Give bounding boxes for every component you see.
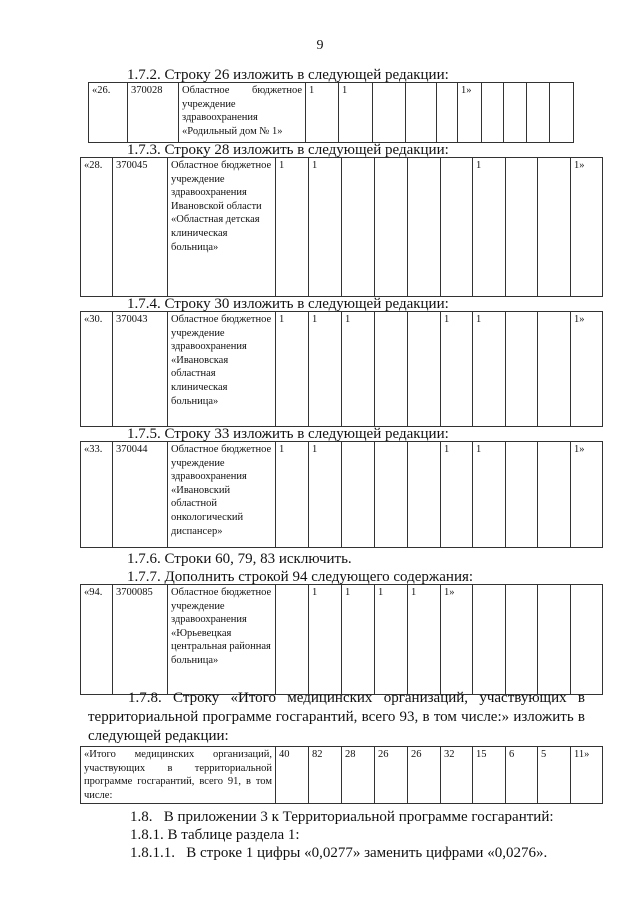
cell xyxy=(538,442,571,548)
cell: 1 xyxy=(375,585,408,695)
row-number: «33. xyxy=(81,442,113,548)
section-1-7-3: 1.7.3. Строку 28 изложить в следующей редакции: xyxy=(127,142,449,158)
table-row-94 xyxy=(80,584,603,695)
cell: 15 xyxy=(473,747,506,804)
cell xyxy=(408,312,441,427)
cell: 1 xyxy=(276,442,309,548)
cell: 6 xyxy=(506,747,538,804)
cell: 11» xyxy=(571,747,603,804)
cell: 40 xyxy=(276,747,309,804)
row-number: «30. xyxy=(81,312,113,427)
cell: 1 xyxy=(473,312,506,427)
cell: 1 xyxy=(309,585,342,695)
cell xyxy=(506,158,538,297)
cell: 1» xyxy=(571,158,603,297)
cell: 1» xyxy=(458,83,482,143)
cell xyxy=(527,83,550,143)
cell xyxy=(406,83,437,143)
page-number: 9 xyxy=(316,38,324,53)
cell xyxy=(408,442,441,548)
cell xyxy=(375,312,408,427)
cell xyxy=(342,158,375,297)
row-number: «28. xyxy=(81,158,113,297)
section-1-8: 1.8. В приложении 3 к Территориальной программе госгарантий: xyxy=(130,809,554,825)
cell xyxy=(375,158,408,297)
row-code: 3700085 xyxy=(113,585,168,695)
cell: 26 xyxy=(375,747,408,804)
cell xyxy=(506,312,538,427)
row-code: 370044 xyxy=(113,442,168,548)
cell: 1 xyxy=(342,312,375,427)
organization-name: Областное бюджетное учреждение здравоохранения Ивановской области «Областная детская клиническая больница» xyxy=(168,158,276,297)
section-1-8-1-1: 1.8.1.1. В строке 1 цифры «0,0277» заменить цифрами «0,0276». xyxy=(130,845,548,861)
cell: 82 xyxy=(309,747,342,804)
cell: 1 xyxy=(306,83,339,143)
cell: 1» xyxy=(441,585,473,695)
table-row-26 xyxy=(88,82,574,143)
cell: 1 xyxy=(441,442,473,548)
cell xyxy=(342,442,375,548)
cell: 26 xyxy=(408,747,441,804)
cell: 1 xyxy=(309,442,342,548)
cell: 1» xyxy=(571,442,603,548)
cell: 1 xyxy=(309,158,342,297)
cell xyxy=(373,83,406,143)
cell xyxy=(538,158,571,297)
organization-name: Областное бюджетное учреждение здравоохранения «Родильный дом № 1» xyxy=(179,83,306,143)
table-total-row xyxy=(80,746,603,804)
section-1-7-4: 1.7.4. Строку 30 изложить в следующей редакции: xyxy=(127,296,449,312)
cell xyxy=(482,83,504,143)
cell: 28 xyxy=(342,747,375,804)
section-1-7-8: 1.7.8. Строку «Итого медицинских организаций, участвующих в территориальной программе госгарантий, всего 93, в том числе:» изложить в следующей редакции: xyxy=(88,690,585,744)
organization-name: Областное бюджетное учреждение здравоохранения «Юрьевецкая центральная районная больница» xyxy=(168,585,276,695)
cell: 1 xyxy=(276,312,309,427)
cell xyxy=(441,158,473,297)
cell: 1 xyxy=(473,442,506,548)
cell xyxy=(550,83,574,143)
row-number: «26. xyxy=(89,83,128,143)
cell xyxy=(571,585,603,695)
cell: 1 xyxy=(339,83,373,143)
cell: 1 xyxy=(473,158,506,297)
cell: 5 xyxy=(538,747,571,804)
table-row-33 xyxy=(80,441,603,548)
cell xyxy=(538,312,571,427)
table-row-28 xyxy=(80,157,603,297)
cell: 32 xyxy=(441,747,473,804)
cell: 1 xyxy=(408,585,441,695)
section-1-7-5: 1.7.5. Строку 33 изложить в следующей редакции: xyxy=(127,426,449,442)
cell xyxy=(504,83,527,143)
cell xyxy=(506,442,538,548)
total-label: «Итого медицинских организаций, участвующих в территориальной программе госгарантий, всего 91, в том числе: xyxy=(81,747,276,804)
cell: 1 xyxy=(441,312,473,427)
cell xyxy=(276,585,309,695)
cell: 1 xyxy=(342,585,375,695)
cell xyxy=(408,158,441,297)
section-1-7-6: 1.7.6. Строки 60, 79, 83 исключить. xyxy=(127,551,352,567)
section-1-8-1: 1.8.1. В таблице раздела 1: xyxy=(130,827,300,843)
cell xyxy=(538,585,571,695)
row-code: 370028 xyxy=(128,83,179,143)
cell: 1 xyxy=(276,158,309,297)
row-code: 370043 xyxy=(113,312,168,427)
cell xyxy=(473,585,506,695)
cell xyxy=(437,83,458,143)
section-1-7-7: 1.7.7. Дополнить строкой 94 следующего содержания: xyxy=(127,569,474,585)
row-number: «94. xyxy=(81,585,113,695)
cell xyxy=(375,442,408,548)
cell xyxy=(506,585,538,695)
section-1-7-2: 1.7.2. Строку 26 изложить в следующей редакции: xyxy=(127,67,449,83)
organization-name: Областное бюджетное учреждение здравоохранения «Ивановская областная клиническая больница» xyxy=(168,312,276,427)
organization-name: Областное бюджетное учреждение здравоохранения «Ивановский областной онкологический диспансер» xyxy=(168,442,276,548)
cell: 1 xyxy=(309,312,342,427)
row-code: 370045 xyxy=(113,158,168,297)
table-row-30 xyxy=(80,311,603,427)
cell: 1» xyxy=(571,312,603,427)
